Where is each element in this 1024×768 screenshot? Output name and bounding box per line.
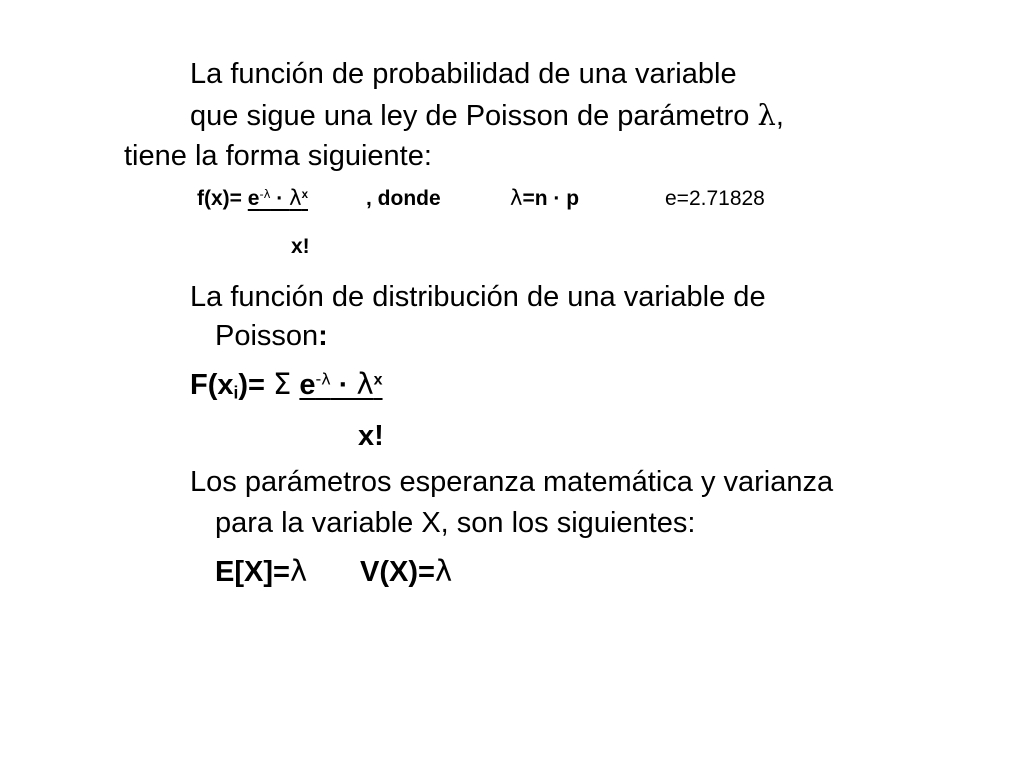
parameters-line-1: Los parámetros esperanza matemática y varianza [190, 466, 834, 498]
intro-line-2-text: que sigue una ley de Poisson de parámetro [190, 100, 758, 132]
cdf-formula [190, 367, 383, 403]
intro-line-2 [190, 98, 784, 132]
cdf-numerator-e: e [299, 369, 316, 401]
cdf-denominator: x! [358, 420, 384, 452]
intro-line-1: La función de probabilidad de una variable [190, 58, 737, 90]
pmf-numerator-lambda: λ [289, 186, 302, 210]
variance-label: V(X)= [360, 556, 435, 588]
cdf-numerator-exponent: -λ [315, 369, 331, 389]
pmf-denominator: x! [291, 235, 310, 258]
distribution-line-2-colon: : [318, 320, 328, 352]
cdf-numerator-lambda-exponent: x [373, 371, 383, 389]
lambda-symbol: λ [757, 98, 776, 132]
pmf-numerator-e: e [247, 187, 260, 210]
lambda-definition [510, 188, 579, 209]
variance-formula [360, 554, 453, 588]
distribution-line-2-text: Poisson [215, 320, 319, 352]
pmf-formula [197, 188, 308, 209]
pmf-numerator-dot: · [270, 187, 290, 210]
e-value: e=2.71828 [665, 187, 765, 210]
pmf-lhs: f(x)= [197, 187, 242, 210]
cdf-numerator-dot: · [330, 369, 357, 401]
variance-lambda: λ [434, 554, 453, 588]
cdf-lhs [190, 369, 265, 401]
pmf-donde [366, 188, 441, 209]
intro-line-3: tiene la forma siguiente: [124, 140, 432, 172]
pmf-numerator [248, 187, 308, 210]
pmf-donde-comma: , donde [366, 187, 441, 210]
cdf-lhs-end: )= [238, 369, 265, 401]
intro-line-2-comma: , [775, 100, 784, 132]
distribution-line-1: La función de distribución de una variable de [190, 281, 766, 313]
cdf-numerator-lambda: λ [356, 367, 374, 401]
cdf-numerator [299, 369, 382, 401]
pmf-numerator-exponent: -λ [259, 187, 271, 202]
expectation-formula [215, 554, 308, 588]
lambda-definition-rest: =n · p [522, 187, 580, 210]
cdf-lhs-subscript: i [233, 382, 239, 403]
sigma-symbol: Σ [273, 367, 292, 401]
lambda-definition-lambda: λ [510, 186, 523, 210]
pmf-numerator-lambda-exponent: x [301, 189, 308, 202]
cdf-lhs-f: F(x [190, 369, 234, 401]
expectation-lambda: λ [289, 554, 308, 588]
parameters-line-2: para la variable X, son los siguientes: [215, 507, 696, 539]
distribution-line-2 [215, 322, 328, 351]
expectation-label: E[X]= [215, 556, 290, 588]
